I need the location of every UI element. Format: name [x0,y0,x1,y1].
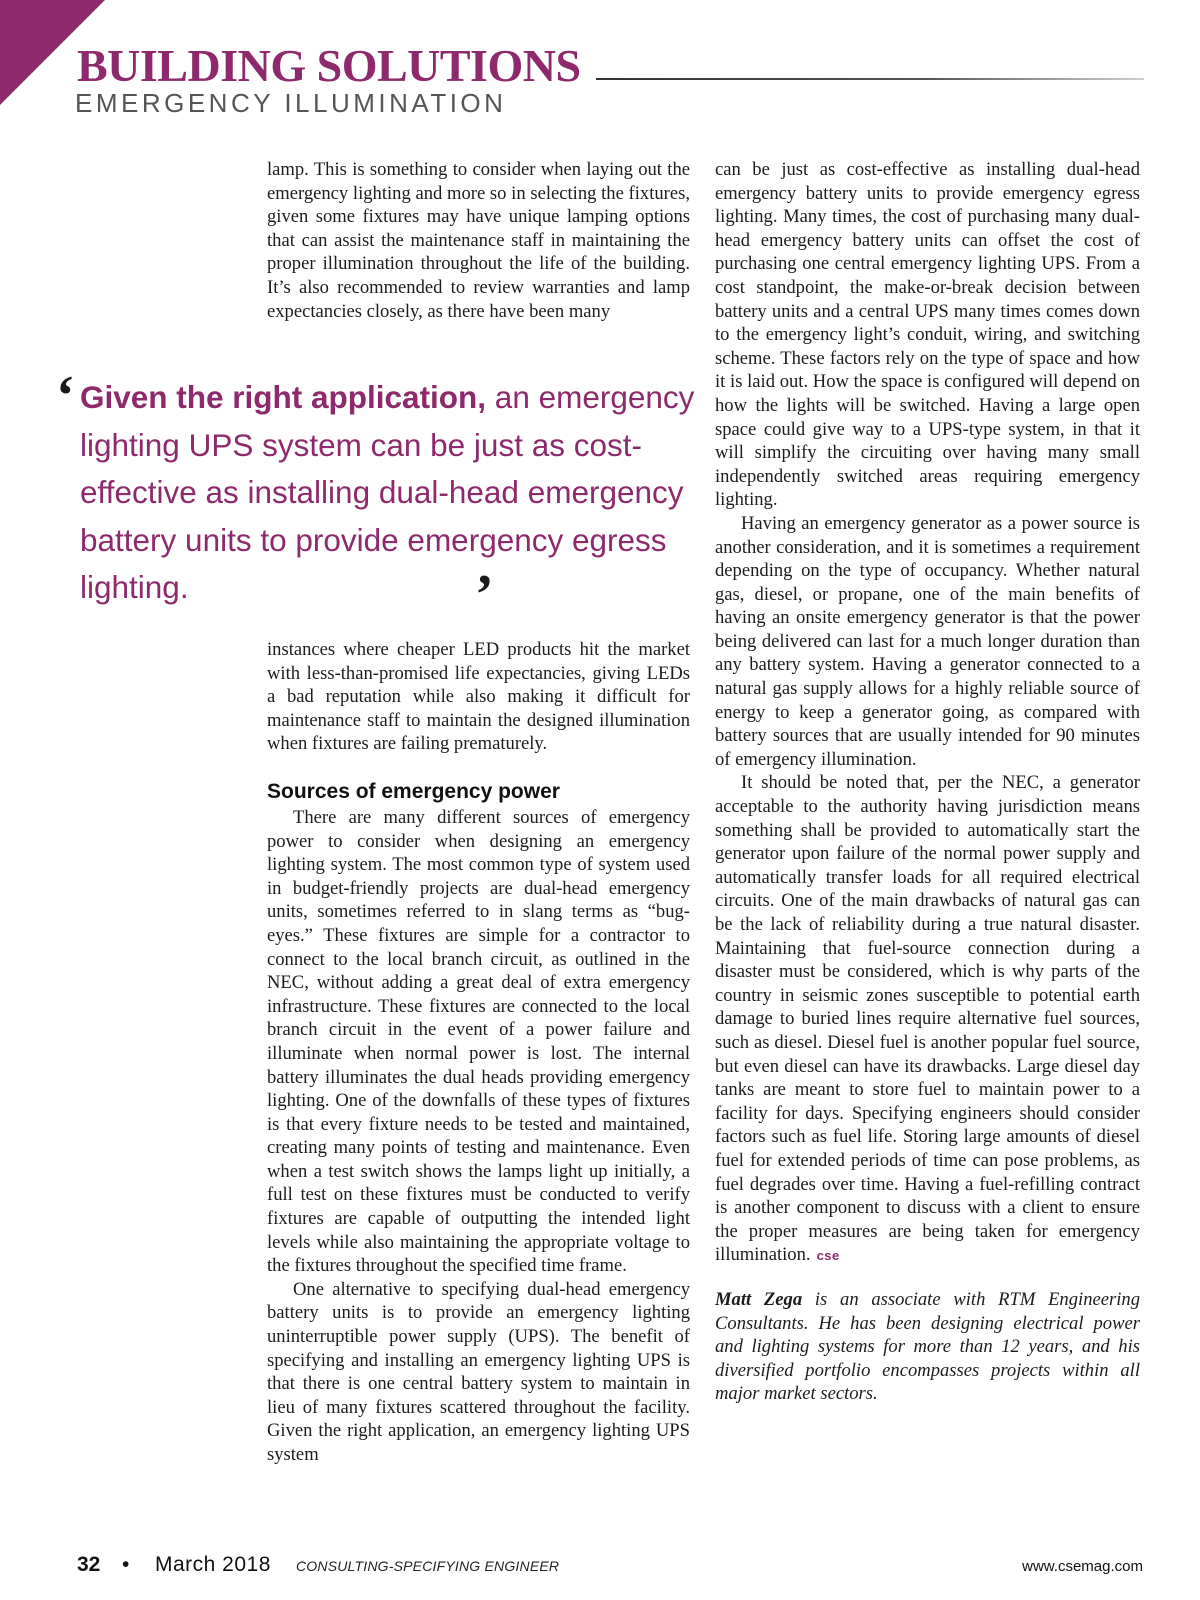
title-rule [596,78,1144,80]
magazine-url: www.csemag.com [1022,1558,1143,1575]
paragraph: instances where cheaper LED products hit the market with less-than-promised life expectancies, giving LEDs a bad reputation while also making it difficult for maintenance staff to maintain the designed illumination when fixtures are failing prematurely. [267,639,690,755]
author-bio [715,1288,1140,1406]
author-bio-text: is an associate with RTM Engineering Consultants. He has been designing electrical power and lighting systems for more than 12 years, and his diversified portfolio encompasses projects within all major market sectors. [715,1288,1140,1405]
paragraph: Having an emergency generator as a power source is another consideration, and it is sometimes a requirement depending on the type of occupancy. Whether natural gas, diesel, or propane, one of the main benefits of having an onsite emergency generator is that the power being delivered can last for a much longer duration than any battery system. Having a generator connected to a natural gas supply allows for a highly reliable source of energy to keep a generator going, as compared with battery sources that are usually intended for 90 minutes of emergency illumination. [715,512,1140,770]
paragraph: lamp. This is something to consider when laying out the emergency lighting and more so in selecting the fixtures, given some fixtures may have unique lamping options that can assist the maintenance staff in maintaining the proper illumination throughout the life of the building. It’s also recommended to review warranties and lamp expectancies closely, as there have been many [267,159,690,322]
pull-quote-rest: an emergency lighting UPS system can be just as cost-effective as installing dual-head emergency battery units to provide emergency egress lighting. [80,379,695,605]
paragraph: can be just as cost-effective as installing dual-head emergency battery units to provide emergency egress lighting. Many times, the cost of purchasing many dual-head emergency battery units can offset the cost of purchasing one central emergency lighting UPS. From a cost standpoint, the make-or-break decision between battery units and a central UPS many times comes down to the emergency light’s conduit, wiring, and switching scheme. These factors rely on the type of space and how it is laid out. How the space is configured will depend on how the lights will be switched. Having a large open space could give way to a UPS-type system, in that it will simplify the circuiting over having many small independently switched areas requiring emergency lighting. [715,159,1140,511]
article-column-left-bottom [267,638,690,1467]
pull-quote [56,365,696,626]
pull-quote-text [80,374,696,612]
subheading: Sources of emergency power [267,779,560,803]
end-mark-logo: cse [816,1248,840,1264]
pull-quote-bold: Given the right application, [80,379,487,415]
page-number: 32 [77,1553,101,1576]
page-footer [77,1553,1143,1581]
magazine-name: CONSULTING-SPECIFYING ENGINEER [296,1558,560,1574]
paragraph: There are many different sources of emergency power to consider when designing an emergency lighting system. The most common type of system used in budget-friendly projects are dual-head emergency units, sometimes referred to in slang terms as “bug-eyes.” These fixtures are simple for a contractor to connect to the local branch circuit, as outlined in the NEC, without adding a great deal of extra emergency infrastructure. These fixtures are connected to the local branch circuit in the event of a power failure and illuminate when normal power is lost. The internal battery illuminates the dual heads providing emergency lighting. One of the downfalls of these types of fixtures is that every fixture needs to be tested and maintained, creating many points of testing and maintenance. Even when a test switch shows the lamps light up initially, a full test on these fixtures must be conducted to verify fixtures are capable of outputting the intended light levels while also maintaining the appropriate voltage to the fixtures throughout the specified time frame. [267,806,690,1277]
paragraph-text: It should be noted that, per the NEC, a generator acceptable to the authority having jurisdiction means something shall be provided to automatically start the generator upon failure of the normal power supply and automatically transfer loads for all required electrical circuits. One of the main drawbacks of natural gas can be the lack of reliability during a true natural disaster. Maintaining that fuel-source connection during a disaster must be considered, which is why parts of the country in seismic zones susceptible to potential earth damage to buried lines require alternative fuel sources, such as diesel. Diesel fuel is another popular fuel source, but even diesel can have its drawbacks. Large diesel day tanks are meant to store fuel to maintain power to a facility for days. Specifying engineers should consider factors such as fuel life. Storing large amounts of diesel fuel for extended periods of time can pose problems, as fuel degrades over time. Having a fuel-refilling contract is another component to discuss with a client to ensure the proper measures are being taken for emergency illumination. [715,772,1140,1266]
section-title: BUILDING SOLUTIONS [77,40,581,91]
open-quote-mark: ‘ [56,365,75,427]
paragraph-final [715,771,1140,1267]
spacer [267,756,690,778]
section-subtitle: EMERGENCY ILLUMINATION [75,88,507,118]
article-column-left-top [267,158,690,323]
author-name: Matt Zega [715,1288,803,1310]
issue-date: March 2018 [155,1553,271,1576]
footer-bullet: • [122,1553,130,1576]
paragraph: One alternative to specifying dual-head emergency battery units is to provide an emergency lighting uninterruptible power supply (UPS). The benefit of specifying and installing an emergency lighting UPS is that there is one central battery system to maintain in lieu of many fixtures scattered throughout the facility. Given the right application, an emergency lighting UPS system [267,1278,690,1465]
article-column-right [715,158,1140,1406]
close-quote-mark: ’ [475,564,494,626]
